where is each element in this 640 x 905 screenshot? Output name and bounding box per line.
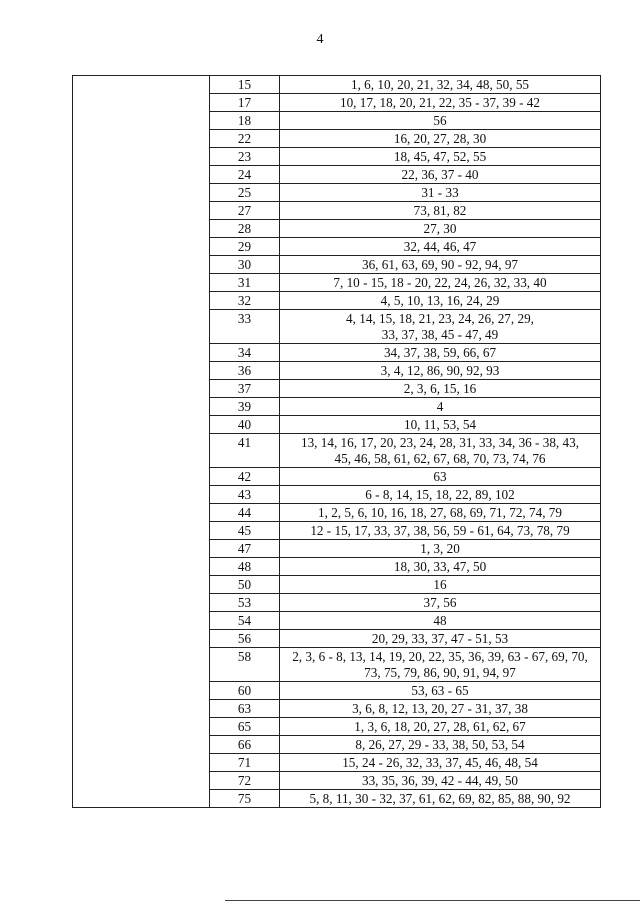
references-line: 53, 63 - 65 (411, 683, 469, 698)
references-line: 8, 26, 27, 29 - 33, 38, 50, 53, 54 (355, 737, 525, 752)
page-number: 4 (316, 32, 324, 47)
references-line: 37, 56 (423, 595, 457, 610)
references-cell (280, 790, 601, 808)
references-line: 4, 14, 15, 18, 21, 23, 24, 26, 27, 29, (346, 311, 534, 326)
references-cell (280, 76, 601, 94)
references-line: 13, 14, 16, 17, 20, 23, 24, 28, 31, 33, 34, 36 - 38, 43, (300, 435, 580, 450)
left-blank-cell (73, 76, 210, 808)
references-line: 32, 44, 46, 47 (403, 239, 477, 254)
references-line: 18, 30, 33, 47, 50 (393, 559, 487, 574)
row-number-cell: 22 (210, 130, 280, 148)
references-cell (280, 504, 601, 522)
references-line: 12 - 15, 17, 33, 37, 38, 56, 59 - 61, 64, 73, 78, 79 (310, 523, 570, 538)
references-cell (280, 238, 601, 256)
references-cell (280, 310, 601, 344)
row-number-cell: 53 (210, 594, 280, 612)
row-number-cell: 72 (210, 772, 280, 790)
references-line: 16, 20, 27, 28, 30 (393, 131, 487, 146)
references-cell (280, 522, 601, 540)
references-cell (280, 558, 601, 576)
row-number-cell: 48 (210, 558, 280, 576)
references-cell (280, 630, 601, 648)
references-line: 73, 81, 82 (413, 203, 467, 218)
references-cell (280, 274, 601, 292)
row-number-cell: 24 (210, 166, 280, 184)
references-cell (280, 754, 601, 772)
references-cell (280, 648, 601, 682)
references-cell (280, 292, 601, 310)
references-cell (280, 594, 601, 612)
references-cell (280, 700, 601, 718)
references-line: 34, 37, 38, 59, 66, 67 (383, 345, 497, 360)
references-line: 45, 46, 58, 61, 62, 67, 68, 70, 73, 74, 76 (334, 451, 546, 466)
references-line: 33, 37, 38, 45 - 47, 49 (381, 327, 499, 342)
table-row (73, 76, 601, 94)
row-number-cell: 23 (210, 148, 280, 166)
row-number-cell: 36 (210, 362, 280, 380)
bottom-rule (225, 900, 640, 901)
row-number-cell: 32 (210, 292, 280, 310)
references-cell (280, 468, 601, 486)
references-line: 20, 29, 33, 37, 47 - 51, 53 (371, 631, 509, 646)
references-line: 1, 3, 6, 18, 20, 27, 28, 61, 62, 67 (354, 719, 526, 734)
references-line: 5, 8, 11, 30 - 32, 37, 61, 62, 69, 82, 85, 88, 90, 92 (309, 791, 571, 806)
row-number-cell: 37 (210, 380, 280, 398)
row-number-cell: 39 (210, 398, 280, 416)
references-line: 31 - 33 (421, 185, 459, 200)
references-line: 4 (436, 399, 444, 414)
references-line: 22, 36, 37 - 40 (401, 167, 479, 182)
references-cell (280, 486, 601, 504)
row-number-cell: 33 (210, 310, 280, 344)
references-cell (280, 434, 601, 468)
references-line: 33, 35, 36, 39, 42 - 44, 49, 50 (361, 773, 519, 788)
references-line: 15, 24 - 26, 32, 33, 37, 45, 46, 48, 54 (342, 755, 538, 770)
references-cell (280, 220, 601, 238)
row-number-cell: 43 (210, 486, 280, 504)
references-line: 2, 3, 6 - 8, 13, 14, 19, 20, 22, 35, 36, 39, 63 - 67, 69, 70, (292, 649, 588, 664)
row-number-cell: 45 (210, 522, 280, 540)
references-cell (280, 380, 601, 398)
references-cell (280, 540, 601, 558)
reference-table-body (73, 76, 601, 808)
row-number-cell: 60 (210, 682, 280, 700)
references-cell (280, 612, 601, 630)
row-number-cell: 28 (210, 220, 280, 238)
references-cell (280, 202, 601, 220)
row-number-cell: 44 (210, 504, 280, 522)
references-line: 1, 3, 20 (420, 541, 460, 556)
references-line: 3, 6, 8, 12, 13, 20, 27 - 31, 37, 38 (352, 701, 528, 716)
row-number-cell: 65 (210, 718, 280, 736)
row-number-cell: 34 (210, 344, 280, 362)
row-number-cell: 15 (210, 76, 280, 94)
reference-table (72, 75, 601, 808)
references-line: 10, 11, 53, 54 (403, 417, 477, 432)
references-cell (280, 682, 601, 700)
row-number-cell: 71 (210, 754, 280, 772)
row-number-cell: 75 (210, 790, 280, 808)
row-number-cell: 29 (210, 238, 280, 256)
references-line: 27, 30 (423, 221, 457, 236)
row-number-cell: 27 (210, 202, 280, 220)
row-number-cell: 31 (210, 274, 280, 292)
references-cell (280, 344, 601, 362)
references-cell (280, 94, 601, 112)
references-line: 73, 75, 79, 86, 90, 91, 94, 97 (364, 665, 516, 680)
references-cell (280, 362, 601, 380)
references-line: 6 - 8, 14, 15, 18, 22, 89, 102 (365, 487, 515, 502)
row-number-cell: 66 (210, 736, 280, 754)
references-line: 1, 6, 10, 20, 21, 32, 34, 48, 50, 55 (350, 77, 530, 92)
references-line: 7, 10 - 15, 18 - 20, 22, 24, 26, 32, 33, 40 (333, 275, 547, 290)
references-line: 16 (433, 577, 447, 592)
references-cell (280, 112, 601, 130)
references-cell (280, 772, 601, 790)
row-number-cell: 40 (210, 416, 280, 434)
row-number-cell: 56 (210, 630, 280, 648)
references-cell (280, 166, 601, 184)
references-cell (280, 148, 601, 166)
references-cell (280, 736, 601, 754)
references-line: 4, 5, 10, 13, 16, 24, 29 (380, 293, 500, 308)
references-cell (280, 398, 601, 416)
row-number-cell: 17 (210, 94, 280, 112)
row-number-cell: 18 (210, 112, 280, 130)
references-cell (280, 718, 601, 736)
references-cell (280, 184, 601, 202)
references-line: 3, 4, 12, 86, 90, 92, 93 (380, 363, 500, 378)
row-number-cell: 58 (210, 648, 280, 682)
references-line: 36, 61, 63, 69, 90 - 92, 94, 97 (361, 257, 519, 272)
references-line: 63 (433, 469, 447, 484)
references-cell (280, 416, 601, 434)
row-number-cell: 41 (210, 434, 280, 468)
references-line: 48 (433, 613, 447, 628)
references-line: 10, 17, 18, 20, 21, 22, 35 - 37, 39 - 42 (339, 95, 540, 110)
row-number-cell: 42 (210, 468, 280, 486)
references-cell (280, 130, 601, 148)
row-number-cell: 30 (210, 256, 280, 274)
references-cell (280, 576, 601, 594)
row-number-cell: 63 (210, 700, 280, 718)
references-line: 2, 3, 6, 15, 16 (403, 381, 477, 396)
references-line: 56 (433, 113, 447, 128)
row-number-cell: 25 (210, 184, 280, 202)
row-number-cell: 47 (210, 540, 280, 558)
references-cell (280, 256, 601, 274)
row-number-cell: 54 (210, 612, 280, 630)
row-number-cell: 50 (210, 576, 280, 594)
references-line: 1, 2, 5, 6, 10, 16, 18, 27, 68, 69, 71, 72, 74, 79 (318, 505, 562, 520)
references-line: 18, 45, 47, 52, 55 (393, 149, 487, 164)
